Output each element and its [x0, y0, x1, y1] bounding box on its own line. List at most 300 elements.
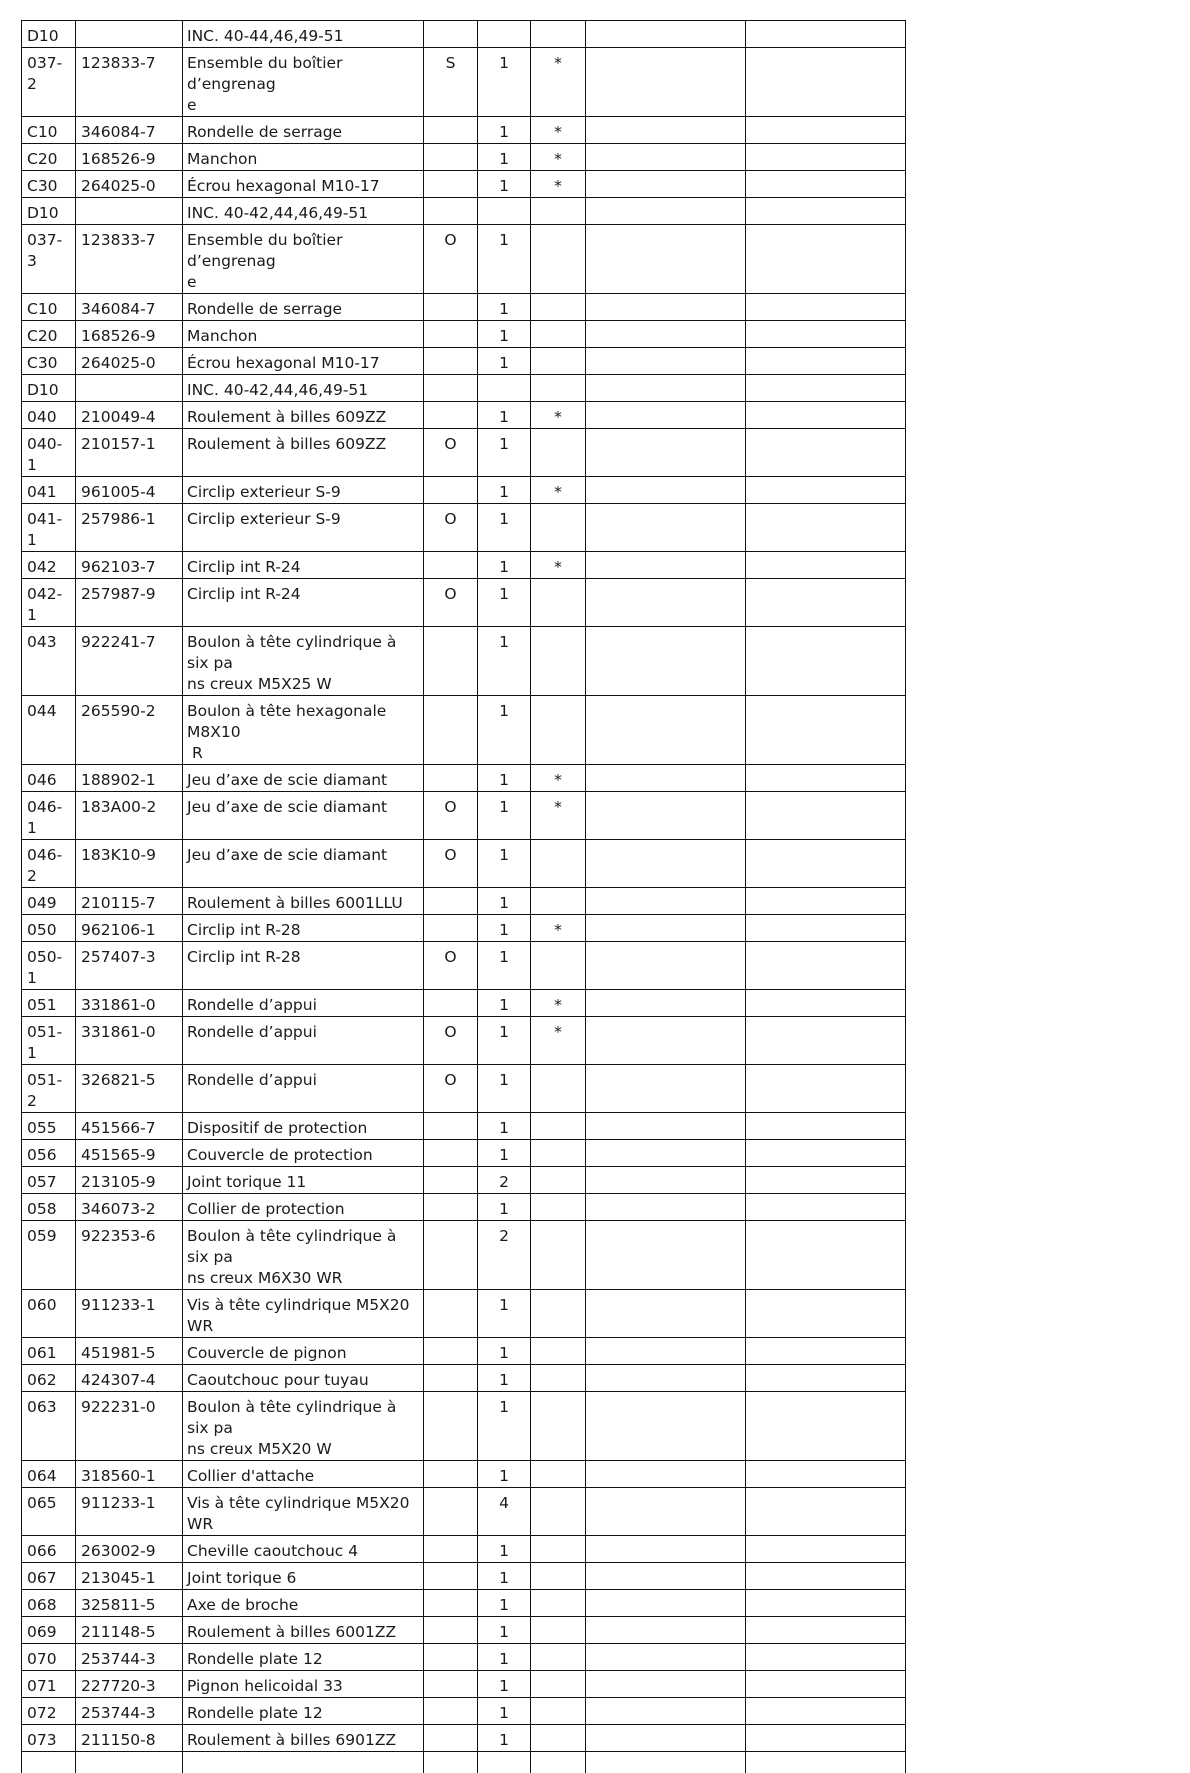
blank-cell: [586, 1617, 746, 1644]
part-number-cell: 331861-0: [76, 1017, 183, 1065]
blank-cell: [586, 840, 746, 888]
blank-cell: [586, 1194, 746, 1221]
item-number-cell: 066: [22, 1536, 76, 1563]
blank-cell: [746, 765, 906, 792]
description-cell: Roulement à billes 6001LLU: [183, 888, 424, 915]
mark-cell: *: [531, 915, 586, 942]
note-cell: [424, 1221, 478, 1290]
quantity-cell: 1: [478, 552, 531, 579]
table-row: [22, 1563, 906, 1590]
table-row: [22, 1167, 906, 1194]
note-cell: [424, 1194, 478, 1221]
note-cell: [424, 1167, 478, 1194]
part-number-cell: [76, 1752, 183, 1773]
mark-cell: [531, 1194, 586, 1221]
mark-cell: *: [531, 1017, 586, 1065]
mark-cell: [531, 1752, 586, 1773]
blank-cell: [746, 1194, 906, 1221]
note-cell: [424, 765, 478, 792]
item-number-cell: 064: [22, 1461, 76, 1488]
table-row: [22, 1488, 906, 1536]
note-cell: [424, 888, 478, 915]
table-row: [22, 552, 906, 579]
part-number-cell: 253744-3: [76, 1644, 183, 1671]
note-cell: [424, 144, 478, 171]
description-cell: Boulon à tête hexagonale M8X10 R: [183, 696, 424, 765]
part-number-cell: 265590-2: [76, 696, 183, 765]
blank-cell: [586, 48, 746, 117]
quantity-cell: 1: [478, 1392, 531, 1461]
quantity-cell: 1: [478, 144, 531, 171]
blank-cell: [746, 1338, 906, 1365]
description-cell: Ensemble du boîtier d’engrenag e: [183, 225, 424, 294]
note-cell: [424, 21, 478, 48]
blank-cell: [586, 375, 746, 402]
description-cell: Jeu d’axe de scie diamant: [183, 792, 424, 840]
note-cell: [424, 1725, 478, 1752]
quantity-cell: 1: [478, 504, 531, 552]
blank-cell: [746, 477, 906, 504]
item-number-cell: 069: [22, 1617, 76, 1644]
blank-cell: [746, 1290, 906, 1338]
mark-cell: [531, 1065, 586, 1113]
blank-cell: [746, 321, 906, 348]
description-cell: Rondelle d’appui: [183, 990, 424, 1017]
table-row: [22, 1221, 906, 1290]
quantity-cell: 1: [478, 225, 531, 294]
item-number-cell: 070: [22, 1644, 76, 1671]
description-cell: Vis à tête cylindrique M5X20 WR: [183, 1488, 424, 1536]
note-cell: O: [424, 840, 478, 888]
blank-cell: [746, 1461, 906, 1488]
note-cell: [424, 1617, 478, 1644]
description-cell: Caoutchouc pour tuyau: [183, 1365, 424, 1392]
mark-cell: [531, 21, 586, 48]
blank-cell: [586, 915, 746, 942]
blank-cell: [586, 117, 746, 144]
part-number-cell: 211150-8: [76, 1725, 183, 1752]
item-number-cell: 040: [22, 402, 76, 429]
part-number-cell: 911233-1: [76, 1290, 183, 1338]
table-row: [22, 888, 906, 915]
description-cell: Rondelle plate 12: [183, 1698, 424, 1725]
table-row: [22, 1461, 906, 1488]
item-number-cell: 046: [22, 765, 76, 792]
quantity-cell: 1: [478, 1113, 531, 1140]
note-cell: [424, 1590, 478, 1617]
blank-cell: [586, 198, 746, 225]
quantity-cell: 1: [478, 1725, 531, 1752]
part-number-cell: 424307-4: [76, 1365, 183, 1392]
item-number-cell: C10: [22, 294, 76, 321]
note-cell: [424, 117, 478, 144]
quantity-cell: 1: [478, 171, 531, 198]
part-number-cell: 264025-0: [76, 171, 183, 198]
blank-cell: [746, 171, 906, 198]
quantity-cell: 1: [478, 1563, 531, 1590]
mark-cell: [531, 1536, 586, 1563]
blank-cell: [746, 144, 906, 171]
blank-cell: [746, 915, 906, 942]
note-cell: O: [424, 1065, 478, 1113]
quantity-cell: 1: [478, 1194, 531, 1221]
part-number-cell: 263002-9: [76, 1536, 183, 1563]
part-number-cell: 331861-0: [76, 990, 183, 1017]
table-row: [22, 1365, 906, 1392]
quantity-cell: 1: [478, 579, 531, 627]
item-number-cell: C20: [22, 144, 76, 171]
blank-cell: [746, 504, 906, 552]
part-number-cell: 451981-5: [76, 1338, 183, 1365]
part-number-cell: 210115-7: [76, 888, 183, 915]
quantity-cell: 1: [478, 1644, 531, 1671]
mark-cell: [531, 1590, 586, 1617]
item-number-cell: D10: [22, 198, 76, 225]
quantity-cell: 1: [478, 117, 531, 144]
blank-cell: [746, 1167, 906, 1194]
item-number-cell: D10: [22, 375, 76, 402]
table-row: [22, 144, 906, 171]
quantity-cell: 1: [478, 627, 531, 696]
blank-cell: [586, 1140, 746, 1167]
mark-cell: *: [531, 117, 586, 144]
blank-cell: [746, 375, 906, 402]
table-row: [22, 696, 906, 765]
blank-cell: [586, 792, 746, 840]
description-cell: Circlip int R-24: [183, 552, 424, 579]
mark-cell: [531, 225, 586, 294]
note-cell: [424, 402, 478, 429]
item-number-cell: C20: [22, 321, 76, 348]
item-number-cell: 057: [22, 1167, 76, 1194]
description-cell: Circlip exterieur S-9: [183, 504, 424, 552]
item-number-cell: 051: [22, 990, 76, 1017]
blank-cell: [746, 888, 906, 915]
blank-cell: [586, 225, 746, 294]
description-cell: INC. 40-42,44,46,49-51: [183, 375, 424, 402]
blank-cell: [586, 348, 746, 375]
part-number-cell: 183A00-2: [76, 792, 183, 840]
blank-cell: [586, 696, 746, 765]
note-cell: [424, 1392, 478, 1461]
mark-cell: [531, 1698, 586, 1725]
note-cell: O: [424, 225, 478, 294]
description-cell: Circlip int R-24: [183, 579, 424, 627]
part-number-cell: 123833-7: [76, 225, 183, 294]
table-row: [22, 198, 906, 225]
quantity-cell: [478, 1752, 531, 1773]
blank-cell: [746, 552, 906, 579]
blank-cell: [746, 1644, 906, 1671]
note-cell: [424, 915, 478, 942]
blank-cell: [586, 627, 746, 696]
note-cell: [424, 552, 478, 579]
blank-cell: [746, 1698, 906, 1725]
table-row: [22, 171, 906, 198]
blank-cell: [746, 1725, 906, 1752]
blank-cell: [586, 1392, 746, 1461]
quantity-cell: 1: [478, 402, 531, 429]
description-cell: Rondelle d’appui: [183, 1065, 424, 1113]
description-cell: Joint torique 11: [183, 1167, 424, 1194]
description-cell: Axe de broche: [183, 1590, 424, 1617]
description-cell: Circlip int R-28: [183, 915, 424, 942]
item-number-cell: 061: [22, 1338, 76, 1365]
blank-cell: [586, 579, 746, 627]
blank-cell: [586, 1365, 746, 1392]
part-number-cell: 911233-1: [76, 1488, 183, 1536]
mark-cell: [531, 1617, 586, 1644]
description-cell: Rondelle plate 12: [183, 1644, 424, 1671]
blank-cell: [586, 402, 746, 429]
blank-cell: [586, 1017, 746, 1065]
quantity-cell: 1: [478, 840, 531, 888]
part-number-cell: 168526-9: [76, 144, 183, 171]
table-row: [22, 1536, 906, 1563]
note-cell: [424, 1461, 478, 1488]
table-row: [22, 477, 906, 504]
description-cell: Roulement à billes 6901ZZ: [183, 1725, 424, 1752]
table-row: [22, 1113, 906, 1140]
note-cell: [424, 1365, 478, 1392]
note-cell: [424, 321, 478, 348]
table-row: [22, 765, 906, 792]
table-row: [22, 225, 906, 294]
mark-cell: [531, 696, 586, 765]
mark-cell: *: [531, 792, 586, 840]
blank-cell: [746, 1590, 906, 1617]
description-cell: Circlip exterieur S-9: [183, 477, 424, 504]
mark-cell: [531, 1221, 586, 1290]
blank-cell: [746, 1365, 906, 1392]
blank-cell: [746, 348, 906, 375]
description-cell: Boulon à tête cylindrique à six pa ns creux M6X30 WR: [183, 1221, 424, 1290]
part-number-cell: 346084-7: [76, 294, 183, 321]
blank-cell: [746, 429, 906, 477]
item-number-cell: 037-3: [22, 225, 76, 294]
note-cell: [424, 198, 478, 225]
blank-cell: [586, 321, 746, 348]
mark-cell: [531, 1488, 586, 1536]
note-cell: [424, 1536, 478, 1563]
blank-cell: [586, 1563, 746, 1590]
description-cell: Écrou hexagonal M10-17: [183, 348, 424, 375]
quantity-cell: 1: [478, 1461, 531, 1488]
description-cell: Jeu d’axe de scie diamant: [183, 840, 424, 888]
table-row: [22, 1140, 906, 1167]
part-number-cell: [76, 21, 183, 48]
quantity-cell: 1: [478, 1698, 531, 1725]
note-cell: O: [424, 1017, 478, 1065]
blank-cell: [586, 171, 746, 198]
quantity-cell: 1: [478, 1290, 531, 1338]
parts-list-table: [21, 20, 906, 1773]
note-cell: [424, 1563, 478, 1590]
item-number-cell: 043: [22, 627, 76, 696]
blank-cell: [586, 1290, 746, 1338]
quantity-cell: 1: [478, 765, 531, 792]
blank-cell: [586, 1536, 746, 1563]
blank-cell: [746, 198, 906, 225]
table-row: [22, 321, 906, 348]
mark-cell: [531, 1644, 586, 1671]
blank-cell: [746, 1065, 906, 1113]
quantity-cell: 1: [478, 990, 531, 1017]
part-number-cell: 346084-7: [76, 117, 183, 144]
mark-cell: *: [531, 990, 586, 1017]
blank-cell: [746, 48, 906, 117]
blank-cell: [746, 225, 906, 294]
mark-cell: [531, 1365, 586, 1392]
quantity-cell: [478, 375, 531, 402]
part-number-cell: 213045-1: [76, 1563, 183, 1590]
note-cell: [424, 1113, 478, 1140]
item-number-cell: 040-1: [22, 429, 76, 477]
item-number-cell: 037-2: [22, 48, 76, 117]
parts-table-body: [22, 21, 906, 1773]
description-cell: [183, 1752, 424, 1773]
table-row: [22, 1290, 906, 1338]
description-cell: Circlip int R-28: [183, 942, 424, 990]
table-row: [22, 792, 906, 840]
part-number-cell: 922231-0: [76, 1392, 183, 1461]
quantity-cell: 1: [478, 1617, 531, 1644]
note-cell: [424, 375, 478, 402]
blank-cell: [586, 1644, 746, 1671]
mark-cell: [531, 1167, 586, 1194]
note-cell: O: [424, 792, 478, 840]
quantity-cell: 1: [478, 48, 531, 117]
part-number-cell: 210157-1: [76, 429, 183, 477]
mark-cell: *: [531, 144, 586, 171]
blank-cell: [746, 840, 906, 888]
quantity-cell: 1: [478, 1590, 531, 1617]
note-cell: [424, 1671, 478, 1698]
item-number-cell: 050-1: [22, 942, 76, 990]
item-number-cell: 041: [22, 477, 76, 504]
quantity-cell: 1: [478, 888, 531, 915]
item-number-cell: 059: [22, 1221, 76, 1290]
item-number-cell: 058: [22, 1194, 76, 1221]
note-cell: [424, 348, 478, 375]
quantity-cell: 1: [478, 696, 531, 765]
blank-cell: [586, 1488, 746, 1536]
mark-cell: [531, 348, 586, 375]
table-row: [22, 1338, 906, 1365]
description-cell: Pignon helicoidal 33: [183, 1671, 424, 1698]
note-cell: [424, 696, 478, 765]
part-number-cell: 253744-3: [76, 1698, 183, 1725]
item-number-cell: 042: [22, 552, 76, 579]
item-number-cell: 046-1: [22, 792, 76, 840]
blank-cell: [746, 1113, 906, 1140]
table-row: [22, 1671, 906, 1698]
note-cell: O: [424, 579, 478, 627]
blank-cell: [586, 765, 746, 792]
table-row: [22, 1392, 906, 1461]
blank-cell: [746, 21, 906, 48]
note-cell: [424, 990, 478, 1017]
description-cell: Manchon: [183, 144, 424, 171]
blank-cell: [746, 627, 906, 696]
description-cell: Boulon à tête cylindrique à six pa ns creux M5X20 W: [183, 1392, 424, 1461]
item-number-cell: 065: [22, 1488, 76, 1536]
mark-cell: [531, 888, 586, 915]
item-number-cell: D10: [22, 21, 76, 48]
blank-cell: [586, 888, 746, 915]
description-cell: Jeu d’axe de scie diamant: [183, 765, 424, 792]
quantity-cell: 1: [478, 1017, 531, 1065]
part-number-cell: 168526-9: [76, 321, 183, 348]
part-number-cell: 922241-7: [76, 627, 183, 696]
quantity-cell: 1: [478, 1140, 531, 1167]
note-cell: [424, 627, 478, 696]
part-number-cell: 264025-0: [76, 348, 183, 375]
part-number-cell: 188902-1: [76, 765, 183, 792]
item-number-cell: 068: [22, 1590, 76, 1617]
item-number-cell: 051-2: [22, 1065, 76, 1113]
description-cell: Collier d'attache: [183, 1461, 424, 1488]
mark-cell: [531, 1338, 586, 1365]
mark-cell: [531, 1290, 586, 1338]
table-row: [22, 1194, 906, 1221]
table-row: [22, 627, 906, 696]
blank-cell: [586, 1221, 746, 1290]
table-row: [22, 579, 906, 627]
item-number-cell: C30: [22, 348, 76, 375]
part-number-cell: 227720-3: [76, 1671, 183, 1698]
description-cell: Boulon à tête cylindrique à six pa ns creux M5X25 W: [183, 627, 424, 696]
description-cell: Manchon: [183, 321, 424, 348]
quantity-cell: 1: [478, 321, 531, 348]
note-cell: [424, 1698, 478, 1725]
item-number-cell: 073: [22, 1725, 76, 1752]
item-number-cell: 044: [22, 696, 76, 765]
note-cell: S: [424, 48, 478, 117]
mark-cell: [531, 1725, 586, 1752]
table-row: [22, 402, 906, 429]
item-number-cell: 067: [22, 1563, 76, 1590]
item-number-cell: C30: [22, 171, 76, 198]
blank-cell: [746, 1752, 906, 1773]
blank-cell: [586, 1725, 746, 1752]
description-cell: Dispositif de protection: [183, 1113, 424, 1140]
item-number-cell: 063: [22, 1392, 76, 1461]
description-cell: Couvercle de protection: [183, 1140, 424, 1167]
table-row: [22, 429, 906, 477]
part-number-cell: 123833-7: [76, 48, 183, 117]
part-number-cell: 922353-6: [76, 1221, 183, 1290]
table-row: [22, 1644, 906, 1671]
part-number-cell: 183K10-9: [76, 840, 183, 888]
quantity-cell: 2: [478, 1167, 531, 1194]
blank-cell: [586, 1671, 746, 1698]
table-row: [22, 117, 906, 144]
part-number-cell: 451565-9: [76, 1140, 183, 1167]
mark-cell: *: [531, 48, 586, 117]
blank-cell: [586, 1590, 746, 1617]
mark-cell: [531, 1140, 586, 1167]
blank-cell: [586, 1167, 746, 1194]
blank-cell: [586, 1752, 746, 1773]
quantity-cell: 1: [478, 1365, 531, 1392]
item-number-cell: 049: [22, 888, 76, 915]
table-row: [22, 1752, 906, 1773]
description-cell: Roulement à billes 609ZZ: [183, 402, 424, 429]
blank-cell: [746, 696, 906, 765]
item-number-cell: 071: [22, 1671, 76, 1698]
quantity-cell: 1: [478, 792, 531, 840]
